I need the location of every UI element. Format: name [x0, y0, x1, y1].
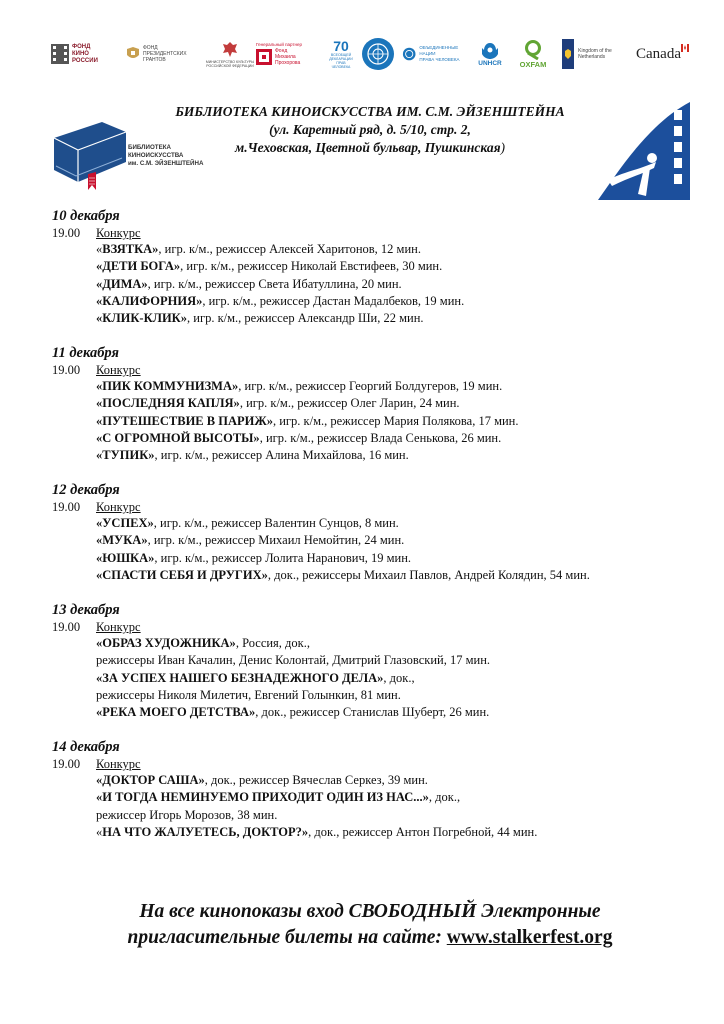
- session-time: 19.00: [52, 363, 81, 377]
- session-time: 19.00: [52, 620, 81, 634]
- film-line: режиссеры Николя Милетич, Евгений Голынкин, 81 мин.: [96, 687, 401, 702]
- film-list: [52, 772, 692, 841]
- film-strip-logo: [598, 102, 690, 200]
- session-category: Конкурс: [96, 500, 141, 514]
- ohchr-emblem-icon: [402, 46, 416, 62]
- film-line: «ОБРАЗ ХУДОЖНИКА», Россия, док.,: [96, 636, 310, 650]
- udhr-70-logo: [326, 34, 356, 74]
- ohchr-logo: [402, 34, 470, 74]
- library-address: (ул. Каретный ряд, д. 5/10, стр. 2,: [269, 122, 471, 137]
- day-block: [52, 207, 692, 327]
- film-line: «ДИМА», игр. к/м., режиссер Света Ибатуллина, 20 мин.: [96, 276, 402, 291]
- footer-line2-wrap: [80, 925, 660, 951]
- un-emblem-icon: [361, 37, 395, 71]
- canada-name: Canada: [636, 45, 681, 62]
- oxfam-name: OXFAM: [519, 59, 547, 69]
- library-metro-line: [155, 139, 585, 157]
- library-logo-line3: им. С.М. ЭЙЗЕНШТЕЙНА: [128, 160, 204, 167]
- netherlands-logo: [562, 34, 632, 74]
- prokhorov-line2: Михаила: [275, 54, 296, 60]
- film-line: «ДЕТИ БОГА», игр. к/м., режиссер Николай Евстифеев, 30 мин.: [96, 259, 443, 274]
- udhr-line2: ДЕКЛАРАЦИИ: [329, 57, 353, 61]
- library-title: БИБЛИОТЕКА КИНОИСКУССТВА ИМ. С.М. ЭЙЗЕНШТЕЙНА: [175, 104, 565, 119]
- film-line: «РЕКА МОЕГО ДЕТСТВА», док., режиссер Станислав Шуберт, 26 мин.: [96, 705, 490, 720]
- unhcr-name: UNHCR: [478, 60, 502, 67]
- grants-emblem-icon: [126, 46, 140, 62]
- udhr-line3: ПРАВ: [336, 61, 346, 65]
- film-line: «МУКА», игр. к/м., режиссер Михаил Немойтин, 24 мин.: [96, 533, 405, 548]
- film-line: «ПИК КОММУНИЗМА», игр. к/м., режиссер Георгий Болдугеров, 19 мин.: [96, 379, 503, 393]
- film-list: [52, 378, 692, 464]
- library-logo-line1: БИБЛИОТЕКА: [128, 144, 171, 151]
- udhr-line1: ВСЕОБЩЕЙ: [330, 53, 352, 57]
- session-time: 19.00: [52, 226, 81, 240]
- day-date: 11 декабря: [52, 345, 119, 361]
- oxfam-logo: [516, 34, 550, 74]
- day-block: [52, 481, 692, 584]
- un-logo: [358, 34, 398, 74]
- kino-fund-line1: ФОНД: [72, 43, 91, 50]
- library-metro: м.Чеховская, Цветной бульвар, Пушкинская: [234, 140, 501, 155]
- day-date: 14 декабря: [52, 739, 120, 755]
- film-line: «И ТОГДА НЕМИНУЕМО ПРИХОДИТ ОДИН ИЗ НАС...», док.,: [96, 790, 461, 805]
- session-category: Конкурс: [96, 757, 141, 771]
- fpg-line3: ГРАНТОВ: [143, 57, 166, 63]
- session-line: [52, 756, 692, 772]
- prokhorov-line1: Фонд: [275, 48, 288, 54]
- film-line: «С ОГРОМНОЙ ВЫСОТЫ», игр. к/м., режиссер Влада Сенькова, 26 мин.: [96, 430, 502, 445]
- fpg-line2: ПРЕЗИДЕНТСКИХ: [143, 51, 187, 57]
- double-eagle-icon: [221, 40, 239, 60]
- day-block: [52, 344, 692, 464]
- film-line: режиссер Игорь Морозов, 38 мин.: [96, 807, 278, 822]
- ohchr-line1: ОБЪЕДИНЕННЫЕ НАЦИИ: [419, 45, 459, 56]
- film-line: «ЗА УСПЕХ НАШЕГО БЕЗНАДЕЖНОГО ДЕЛА», док.,: [96, 670, 415, 685]
- kino-fund-line2: КИНО: [72, 50, 89, 57]
- canada-logo: [636, 34, 690, 74]
- film-line: «СПАСТИ СЕБЯ И ДРУГИХ», док., режиссеры Михаил Павлов, Андрей Колядин, 54 мин.: [96, 567, 590, 582]
- prokhorov-emblem-icon: [256, 49, 272, 65]
- prokhorov-line3: Прохорова: [275, 60, 301, 66]
- film-line: «ЮШКА», игр. к/м., режиссер Лолита Наранович, 19 мин.: [96, 550, 412, 565]
- film-list: [52, 635, 692, 721]
- library-metro-close: ): [500, 140, 506, 155]
- general-partner-caption: Генеральный партнер: [256, 42, 302, 47]
- library-header: [155, 103, 585, 157]
- day-date: 13 декабря: [52, 602, 120, 618]
- session-line: [52, 225, 692, 241]
- ministry-culture-logo: [204, 34, 256, 74]
- film-line: «ДОКТОР САША», док., режиссер Вячеслав Серкез, 39 мин.: [96, 773, 428, 787]
- session-category: Конкурс: [96, 620, 141, 634]
- session-category: Конкурс: [96, 363, 141, 377]
- presidential-grants-logo: [126, 34, 188, 74]
- film-line: «УСПЕХ», игр. к/м., режиссер Валентин Сунцов, 8 мин.: [96, 516, 399, 530]
- film-line: режиссеры Иван Качалин, Денис Колонтай, Дмитрий Глазовский, 17 мин.: [96, 653, 491, 668]
- footer-line2: пригласительные билеты на сайте:: [127, 927, 442, 948]
- kino-fund-line3: РОССИИ: [72, 57, 98, 64]
- session-line: [52, 499, 692, 515]
- netherlands-crest-icon: [562, 39, 574, 69]
- session-line: [52, 362, 692, 378]
- footer-note: [80, 899, 660, 951]
- canada-flag-icon: [681, 44, 689, 52]
- session-line: [52, 619, 692, 635]
- day-block: [52, 601, 692, 721]
- day-date: 10 декабря: [52, 208, 120, 224]
- session-time: 19.00: [52, 500, 81, 514]
- ministry-line1: МИНИСТЕРСТВО КУЛЬТУРЫ: [205, 60, 255, 64]
- fpg-line1: ФОНД: [143, 45, 158, 51]
- website-link[interactable]: www.stalkerfest.org: [446, 927, 613, 948]
- ohchr-line2: ПРАВА ЧЕЛОВЕКА: [419, 57, 460, 62]
- film-line: «ПОСЛЕДНЯЯ КАПЛЯ», игр. к/м., режиссер Олег Ларин, 24 мин.: [96, 396, 460, 411]
- oxfam-emblem-icon: [524, 40, 542, 60]
- ministry-line2: РОССИЙСКОЙ ФЕДЕРАЦИИ: [206, 64, 254, 68]
- session-time: 19.00: [52, 757, 81, 771]
- unhcr-logo: [472, 34, 508, 74]
- film-line: «КАЛИФОРНИЯ», игр. к/м., режиссер Дастан Мадалбеков, 19 мин.: [96, 293, 465, 308]
- film-line: «КЛИК-КЛИК», игр. к/м., режиссер Александр Ши, 22 мин.: [96, 311, 424, 326]
- day-date: 12 декабря: [52, 482, 120, 498]
- udhr-number: 70: [333, 38, 349, 54]
- film-reel-icon: [50, 42, 70, 66]
- unhcr-hands-icon: [479, 40, 501, 60]
- footer-line1: На все кинопоказы вход СВОБОДНЫЙ Электронные: [139, 901, 601, 922]
- netherlands-name: Kingdom of the Netherlands: [578, 48, 612, 60]
- film-line: «НА ЧТО ЖАЛУЕТЕСЬ, ДОКТОР?», док., режиссер Антон Погребной, 44 мин.: [96, 824, 538, 839]
- session-category: Конкурс: [96, 226, 141, 240]
- film-line: «ТУПИК», игр. к/м., режиссер Алина Михайлова, 16 мин.: [96, 448, 409, 463]
- sponsor-logos: [50, 34, 690, 74]
- udhr-line4: ЧЕЛОВЕКА: [331, 65, 351, 69]
- film-line: «ВЗЯТКА», игр. к/м., режиссер Алексей Харитонов, 12 мин.: [96, 242, 421, 256]
- kino-fund-logo: [50, 34, 110, 74]
- film-line: «ПУТЕШЕСТВИЕ В ПАРИЖ», игр. к/м., режиссер Мария Полякова, 17 мин.: [96, 413, 519, 428]
- prokhorov-fund-logo: [256, 34, 322, 74]
- film-list: [52, 241, 692, 327]
- day-block: [52, 738, 692, 841]
- film-list: [52, 515, 692, 584]
- library-logo-line2: КИНОИСКУССТВА: [128, 152, 184, 159]
